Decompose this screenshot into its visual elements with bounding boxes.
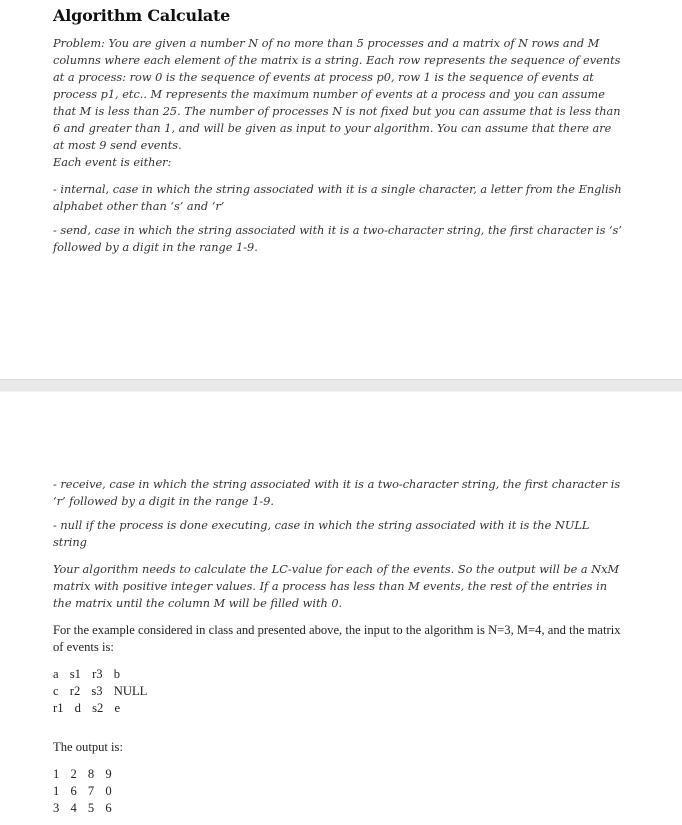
matrix-cell: r3	[92, 667, 103, 681]
output-label: The output is:	[53, 740, 123, 754]
matrix-cell: 3	[53, 801, 60, 815]
output-matrix	[53, 766, 625, 817]
matrix-cell: 6	[105, 801, 112, 815]
matrix-cell: e	[114, 701, 121, 715]
matrix-row	[53, 766, 625, 783]
matrix-cell: b	[113, 667, 121, 681]
matrix-cell: 9	[105, 767, 112, 781]
matrix-cell: 6	[70, 784, 77, 798]
matrix-cell: 5	[87, 801, 95, 815]
matrix-cell: 8	[87, 767, 95, 781]
problem-paragraph: Problem: You are given a number N of no more than 5 processes and a matrix of N rows and M columns where each element of the matrix is a string. Each row represents the sequence of events at a process: row 0 is the sequence of events at process p0, row 1 is the sequence of events at process p1, etc.. M represents the maximum number of events at a process and you can assume that M is less than 25. The number of processes N is not fixed but you can assume that is less than 6 and greater than 1, and will be given as input to your algorithm. You can assume that there are at most 9 send events.	[53, 37, 621, 152]
each-event-paragraph: Each event is either:	[53, 156, 172, 169]
spacer	[53, 725, 625, 739]
matrix-row	[53, 800, 625, 817]
continuation-section	[53, 476, 625, 825]
internal-event-paragraph: - internal, case in which the string associated with it is a single character, a letter from the English alphabet other than ‘s’ and ‘r’	[53, 183, 622, 213]
matrix-cell: a	[53, 667, 59, 681]
matrix-row	[53, 666, 625, 683]
null-event-paragraph: - null if the process is done executing, case in which the string associated with it is the NULL string	[53, 519, 590, 549]
input-matrix	[53, 666, 625, 717]
matrix-cell: c	[53, 684, 59, 698]
page-title: Algorithm Calculate	[53, 6, 231, 25]
matrix-cell: r1	[53, 701, 64, 715]
matrix-cell: 2	[70, 767, 77, 781]
send-event-paragraph: - send, case in which the string associated with it is a two-character string, the first character is ‘s’ followed by a digit in the range 1-9.	[53, 224, 622, 254]
matrix-cell: 1	[53, 784, 60, 798]
matrix-cell: s1	[69, 667, 81, 681]
problem-section	[53, 6, 625, 263]
matrix-cell: NULL	[113, 684, 148, 698]
matrix-row	[53, 700, 625, 717]
matrix-row	[53, 683, 625, 700]
matrix-cell: s3	[91, 684, 103, 698]
receive-event-paragraph: - receive, case in which the string associated with it is a two-character string, the first character is ‘r’ followed by a digit in the range 1-9.	[53, 478, 621, 508]
matrix-row	[53, 783, 625, 800]
matrix-cell: 7	[87, 784, 95, 798]
matrix-cell: 4	[70, 801, 77, 815]
matrix-cell: 0	[105, 784, 112, 798]
algorithm-paragraph: Your algorithm needs to calculate the LC-value for each of the events. So the output will be a NxM matrix with positive integer values. If a process has less than M events, the rest of the entries in the matrix until the column M will be filled with 0.	[53, 563, 620, 610]
example-paragraph: For the example considered in class and presented above, the input to the algorithm is N=3, M=4, and the matrix of events is:	[53, 623, 621, 654]
matrix-cell: s2	[92, 701, 104, 715]
matrix-cell: r2	[69, 684, 81, 698]
matrix-cell: d	[74, 701, 81, 715]
matrix-cell: 1	[53, 767, 60, 781]
page-separator	[0, 379, 682, 392]
